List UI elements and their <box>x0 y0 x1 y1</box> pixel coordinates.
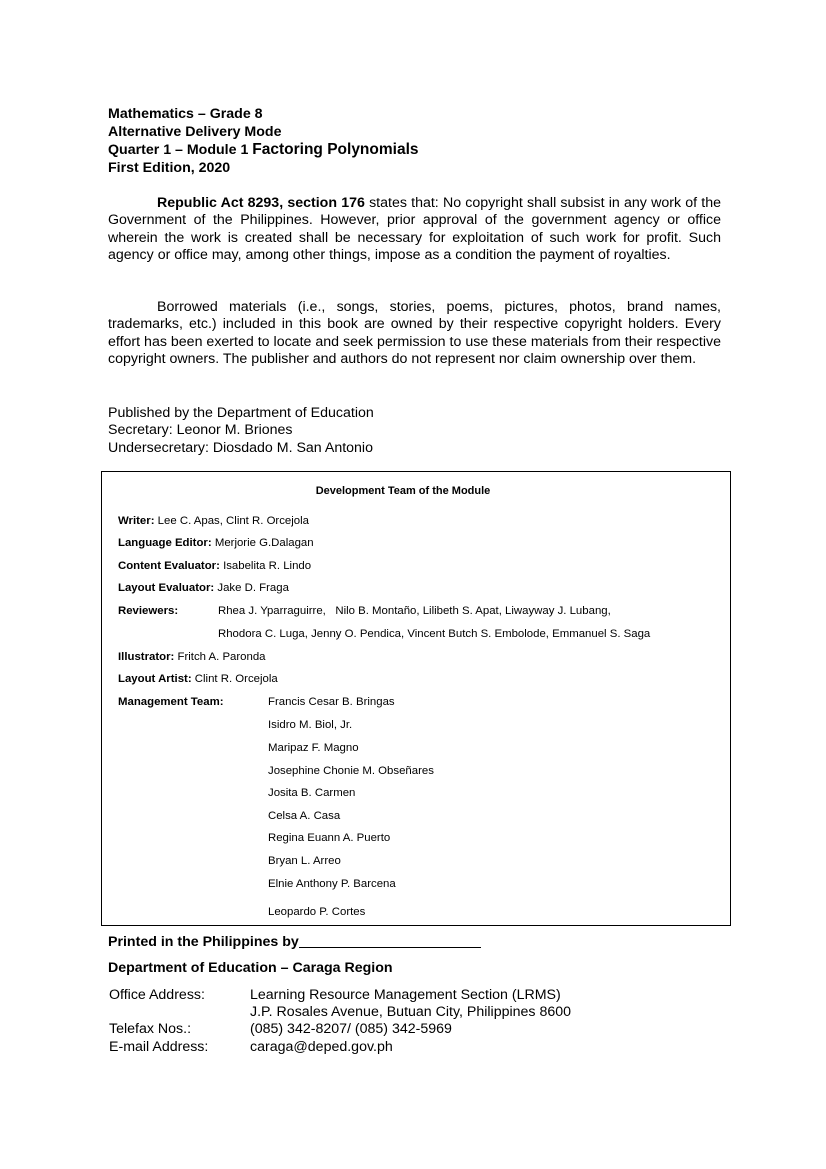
management-member: Maripaz F. Magno <box>268 742 359 754</box>
copyright-notice: Republic Act 8293, section 176 states that: No copyright shall subsist in any work of the Government of the Philippines. However, prior approval of the government agency or office wherein the work is created shall be necessary for exploitation of such work for profit. Such agency or office may, among other things, impose as a condition the payment of royalties. <box>108 195 722 263</box>
writer-row: Writer: Lee C. Apas, Clint R. Orcejola <box>118 515 309 527</box>
edition: First Edition, 2020 <box>108 160 231 176</box>
republic-act: Republic Act 8293, section 176 <box>157 195 365 211</box>
management-member: Bryan L. Arreo <box>268 855 341 867</box>
module-title: Quarter 1 – Module 1 Factoring Polynomials <box>108 141 419 158</box>
published-by: Published by the Department of Education <box>108 405 374 421</box>
language-editor-row: Language Editor: Merjorie G.Dalagan <box>118 537 314 549</box>
module-topic: Factoring Polynomials <box>252 141 419 158</box>
layout-artist-row: Layout Artist: Clint R. Orcejola <box>118 673 278 685</box>
region-name: Department of Education – Caraga Region <box>108 960 393 976</box>
management-member: Isidro M. Biol, Jr. <box>268 719 353 731</box>
subject-grade: Mathematics – Grade 8 <box>108 106 263 122</box>
undersecretary: Undersecretary: Diosdado M. San Antonio <box>108 439 373 456</box>
layout-evaluator-row: Layout Evaluator: Jake D. Fraga <box>118 582 289 594</box>
document-header <box>108 105 419 177</box>
reviewers-line-1: Rhea J. Yparraguirre, Nilo B. Montaño, Lilibeth S. Apat, Liwayway J. Lubang, <box>218 605 611 617</box>
email-label: E-mail Address: <box>109 1039 209 1055</box>
email-address: caraga@deped.gov.ph <box>250 1039 393 1055</box>
printer-blank-line <box>299 933 481 948</box>
management-member: Elnie Anthony P. Barcena <box>268 878 396 890</box>
borrowed-materials-notice: Borrowed materials (i.e., songs, stories, poems, pictures, photos, brand names, trademarks, etc.) included in this book are owned by their respective copyright holders. Every effort has been exerted to locate and seek permission to use these materials from their respective copyright owners. The publisher and authors do not represent nor claim ownership over them. <box>108 299 721 367</box>
office-address-label: Office Address: <box>109 987 205 1003</box>
development-team-title: Development Team of the Module <box>315 485 491 497</box>
management-member: Leopardo P. Cortes <box>268 906 366 918</box>
delivery-mode: Alternative Delivery Mode <box>108 124 282 140</box>
office-address-line-1: Learning Resource Management Section (LRMS) <box>250 987 561 1003</box>
management-member: Francis Cesar B. Bringas <box>268 696 395 708</box>
content-evaluator-row: Content Evaluator: Isabelita R. Lindo <box>118 560 312 572</box>
management-member: Josita B. Carmen <box>268 787 356 799</box>
office-address-line-2: J.P. Rosales Avenue, Butuan City, Philippines 8600 <box>250 1004 572 1020</box>
management-team-label: Management Team: <box>118 696 224 708</box>
printed-in: Printed in the Philippines by <box>108 933 481 950</box>
management-member: Regina Euann A. Puerto <box>268 832 391 844</box>
management-member: Josephine Chonie M. Obseñares <box>268 765 434 777</box>
management-member: Celsa A. Casa <box>268 810 341 822</box>
reviewers-line-2: Rhodora C. Luga, Jenny O. Pendica, Vincent Butch S. Embolode, Emmanuel S. Saga <box>218 628 651 640</box>
reviewers-label: Reviewers: <box>118 605 179 617</box>
telefax-label: Telefax Nos.: <box>109 1021 192 1037</box>
illustrator-row: Illustrator: Fritch A. Paronda <box>118 651 266 663</box>
secretary: Secretary: Leonor M. Briones <box>108 422 293 439</box>
publication-info <box>108 405 374 457</box>
telefax-numbers: (085) 342-8207/ (085) 342-5969 <box>250 1021 452 1037</box>
